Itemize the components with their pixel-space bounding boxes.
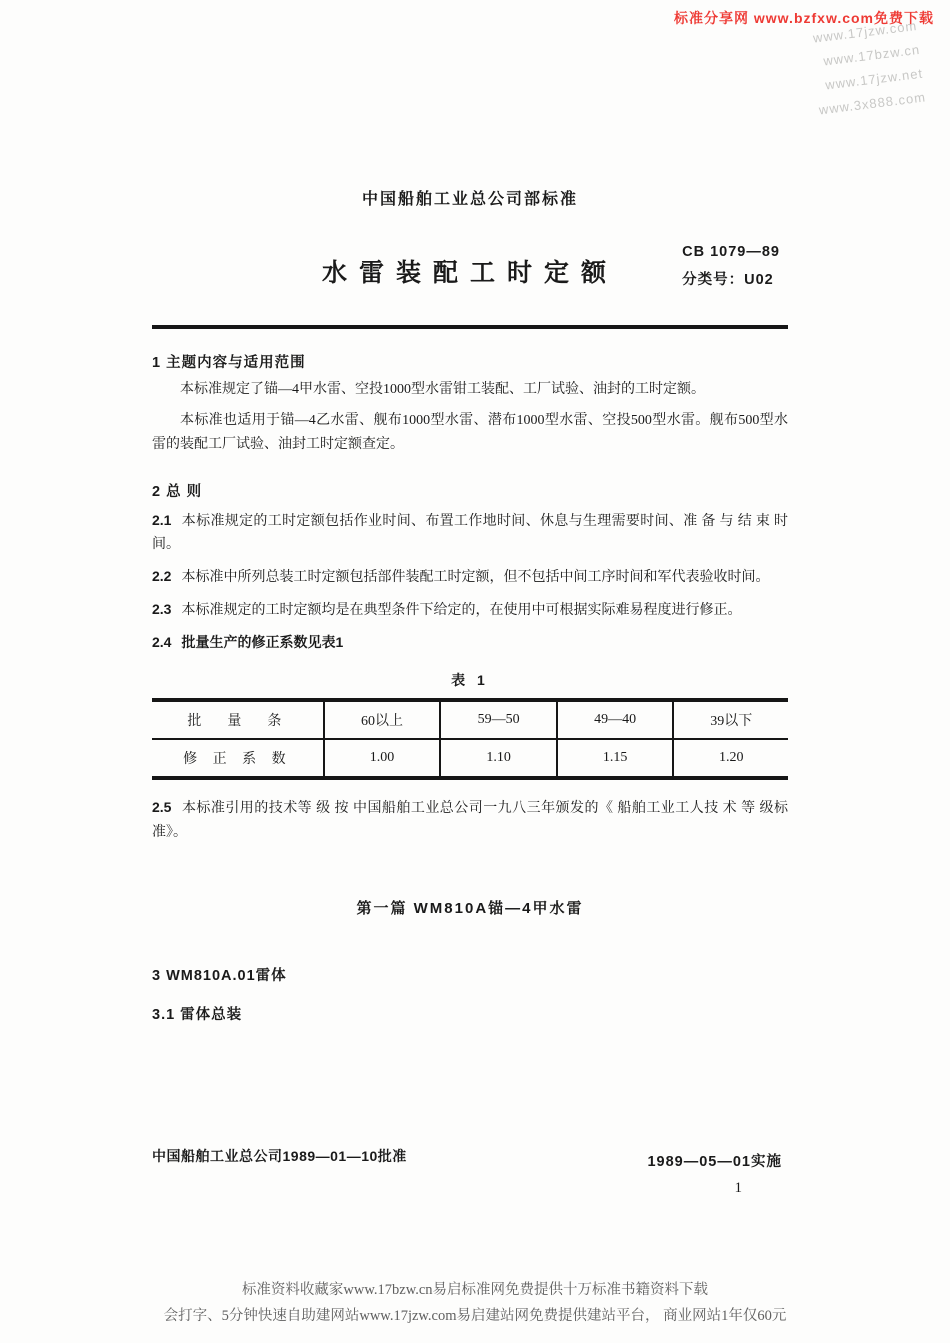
table-cell: 49—40 (557, 700, 674, 739)
section-3-1-heading: 3.1 雷体总装 (152, 1007, 243, 1024)
clause-number: 2.2 (152, 568, 172, 585)
section-2-heading: 2 总 则 (152, 483, 203, 500)
clause-text: 本标准引用的技术等 级 按 中国船舶工业总公司一九八三年颁发的《 船舶工业工人技 术 等 级标准》。 (152, 801, 788, 841)
clause-2-1 (152, 509, 788, 558)
clause-2-5 (152, 796, 788, 845)
table-row (152, 700, 788, 739)
implementation-date: 1989—05—01实施 (647, 1154, 782, 1170)
table-row-label: 批 量 条 (187, 714, 288, 730)
clause-text: 本标准规定的工时定额包括作业时间、布置工作地时间、休息与生理需要时间、准 备 与 结 束 时间。 (152, 513, 788, 553)
clause-number: 2.3 (152, 600, 172, 617)
clause-number: 2.4 (152, 633, 172, 650)
correction-factor-table (152, 698, 788, 780)
clause-text: 批量生产的修正系数见表1 (181, 633, 344, 650)
table-cell: 1.15 (557, 739, 674, 778)
table-cell: 39以下 (673, 700, 788, 739)
table-cell: 59—50 (440, 700, 557, 739)
section-1-heading: 1 主题内容与适用范围 (152, 355, 306, 371)
clause-2-3 (152, 598, 788, 623)
watermark-url: www.17jzw.net (824, 65, 925, 93)
section-3-heading: 3 WM810A.01雷体 (152, 968, 287, 985)
document-title: 水雷装配工时定额 (321, 259, 618, 287)
watermark-url: www.3x888.com (818, 89, 928, 118)
table-cell: 1.00 (324, 739, 441, 778)
standard-number-block (682, 239, 780, 294)
standard-number: CB 1079—89 (682, 244, 780, 260)
red-watermark-text: 标准分享网 www.bzfxw.com免费下载 (674, 10, 934, 26)
footer-promo (0, 1278, 950, 1329)
part-1-heading: 第一篇 WM810A锚—4甲水雷 (356, 900, 584, 918)
table-cell: 60以上 (324, 700, 441, 739)
clause-number: 2.5 (152, 799, 172, 816)
gray-watermarks (809, 14, 928, 123)
clause-text: 本标准中所列总装工时定额包括部件装配工时定额，但不包括中间工序时间和军代表验收时间。 (181, 570, 770, 586)
table-row (152, 739, 788, 778)
page-number: 1 (734, 1180, 742, 1196)
document-content (152, 0, 788, 1024)
clause-number: 2.1 (152, 511, 172, 528)
approval-line: 中国船舶工业总公司1989—01—10批准 (152, 1148, 407, 1164)
clause-text: 本标准规定的工时定额均是在典型条件下给定的，在使用中可根据实际难易程度进行修正。 (181, 602, 742, 618)
table-cell: 1.10 (440, 739, 557, 778)
clause-2-2 (152, 565, 788, 590)
section-1-paragraph: 本标准规定了锚—4甲水雷、空投1000型水雷钳工装配、工厂试验、油封的工时定额。 (180, 382, 705, 397)
watermark-url: www.17bzw.cn (822, 41, 922, 69)
watermark-url: www.17jzw.com (812, 17, 919, 46)
header-rule (152, 325, 788, 329)
table-row-label: 修 正 系 数 (152, 739, 324, 778)
standard-org-title: 中国船舶工业总公司部标准 (361, 191, 578, 208)
table-cell: 1.20 (673, 739, 788, 778)
section-1-paragraph: 本标准也适用于锚—4乙水雷、舰布1000型水雷、潜布1000型水雷、空投500型水雷。舰布500型水雷的装配工厂试验、油封工时定额查定。 (152, 412, 788, 452)
table-1-caption: 表 1 (451, 672, 489, 689)
footer-promo-line-2: 会打字、5分钟快速自助建网站www.17jzw.com易启建站网免费提供建站平台， 商业网站1年仅60元 (163, 1307, 787, 1324)
clause-2-4 (152, 631, 788, 655)
footer-promo-line-1: 标准资料收藏家www.17bzw.cn易启标准网免费提供十万标准书籍资料下载 (241, 1282, 709, 1299)
classification-number: 分类号：U02 (682, 271, 774, 288)
title-row (152, 239, 788, 297)
